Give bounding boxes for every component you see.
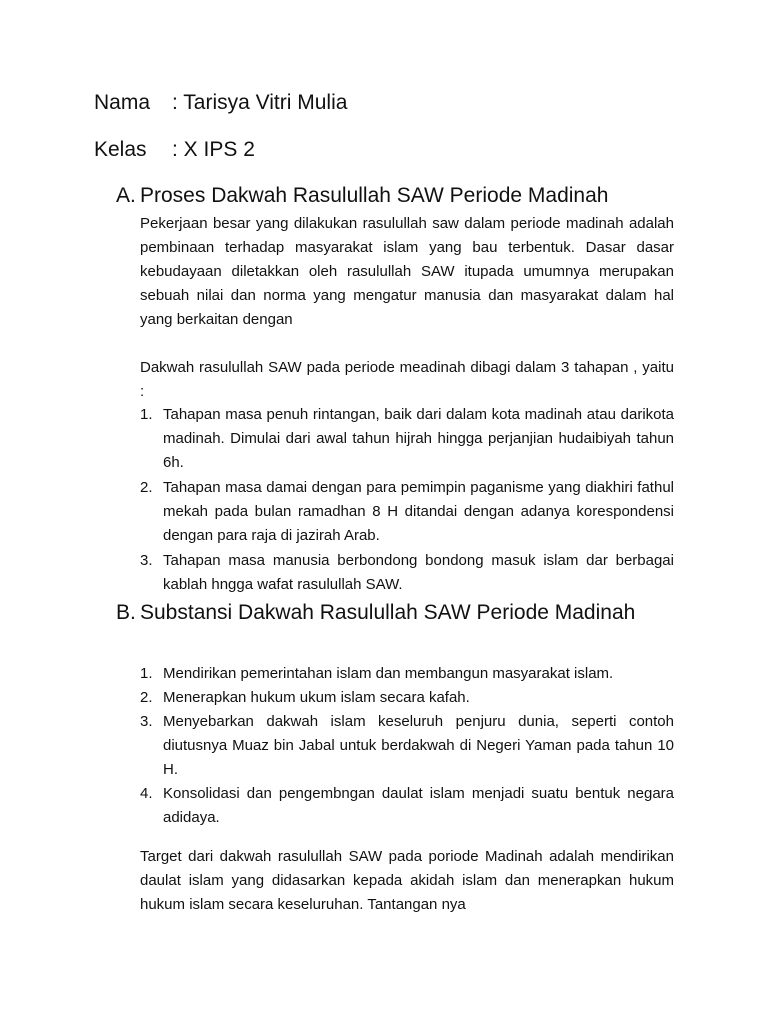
section-a-paragraph-1: Pekerjaan besar yang dilakukan rasulullah saw dalam periode madinah adalah pembinaan terhadap masyarakat islam yang bau terbentuk. Dasar dasar kebudayaan diletakkan oleh rasulullah SAW itupada umumnya merupakan sebuah nilai dan norma yang mengatur manusia dan masyarakat dalam hal yang berkaitan dengan — [140, 215, 674, 328]
list-item-number: 3. — [140, 552, 153, 569]
list-item-text: Konsolidasi dan pengembngan daulat islam menjadi suatu bentuk negara adidaya. — [163, 785, 674, 826]
list-item — [140, 549, 674, 597]
list-item-number: 2. — [140, 479, 153, 496]
section-a-paragraph-2: Dakwah rasulullah SAW pada periode meadinah dibagi dalam 3 tahapan , yaitu : — [140, 359, 674, 400]
section-a-letter: A. — [116, 184, 136, 207]
section-a-list — [140, 403, 674, 598]
section-a-title: Proses Dakwah Rasulullah SAW Periode Madinah — [140, 184, 609, 207]
list-item — [140, 782, 674, 830]
section-b-letter: B. — [116, 601, 136, 624]
section-b-title: Substansi Dakwah Rasulullah SAW Periode Madinah — [140, 601, 636, 624]
list-item — [140, 686, 674, 710]
name-label: Nama — [94, 91, 151, 114]
list-item — [140, 662, 674, 686]
list-item-text: Menyebarkan dakwah islam keseluruh penjuru dunia, seperti contoh diutusnya Muaz bin Jabal untuk berdakwah di Negeri Yaman pada tahun 10 H. — [163, 713, 674, 778]
name-row — [94, 90, 347, 116]
class-row — [94, 137, 255, 163]
list-item — [140, 710, 674, 782]
section-b-heading — [116, 598, 676, 628]
list-item-text: Tahapan masa manusia berbondong bondong masuk islam dar berbagai kablah hngga wafat rasulullah SAW. — [163, 552, 674, 593]
section-a-heading — [116, 181, 676, 211]
list-item-text: Menerapkan hukum ukum islam secara kafah. — [163, 689, 470, 706]
list-item-number: 4. — [140, 785, 153, 802]
list-item-text: Tahapan masa damai dengan para pemimpin paganisme yang diakhiri fathul mekah pada bulan ramadhan 8 H ditandai dengan adanya korespondensi dengan para raja di jazirah Arab. — [163, 479, 674, 544]
list-item-number: 1. — [140, 665, 153, 682]
section-b-list — [140, 662, 674, 830]
name-value: : Tarisya Vitri Mulia — [172, 91, 348, 114]
list-item-text: Tahapan masa penuh rintangan, baik dari dalam kota madinah atau darikota madinah. Dimulai dari awal tahun hijrah hingga perjanjian hudaibiyah tahun 6h. — [163, 406, 674, 471]
class-value: : X IPS 2 — [172, 138, 255, 161]
list-item — [140, 403, 674, 475]
list-item — [140, 476, 674, 548]
list-item-text: Mendirikan pemerintahan islam dan membangun masyarakat islam. — [163, 665, 614, 682]
list-item-number: 1. — [140, 406, 153, 423]
list-item-number: 3. — [140, 713, 153, 730]
section-b-target-paragraph: Target dari dakwah rasulullah SAW pada poriode Madinah adalah mendirikan daulat islam yang didasarkan kepada akidah islam dan menerapkan hukum hukum islam secara keseluruhan. Tantangan nya — [140, 848, 674, 913]
class-label: Kelas — [94, 138, 147, 161]
list-item-number: 2. — [140, 689, 153, 706]
